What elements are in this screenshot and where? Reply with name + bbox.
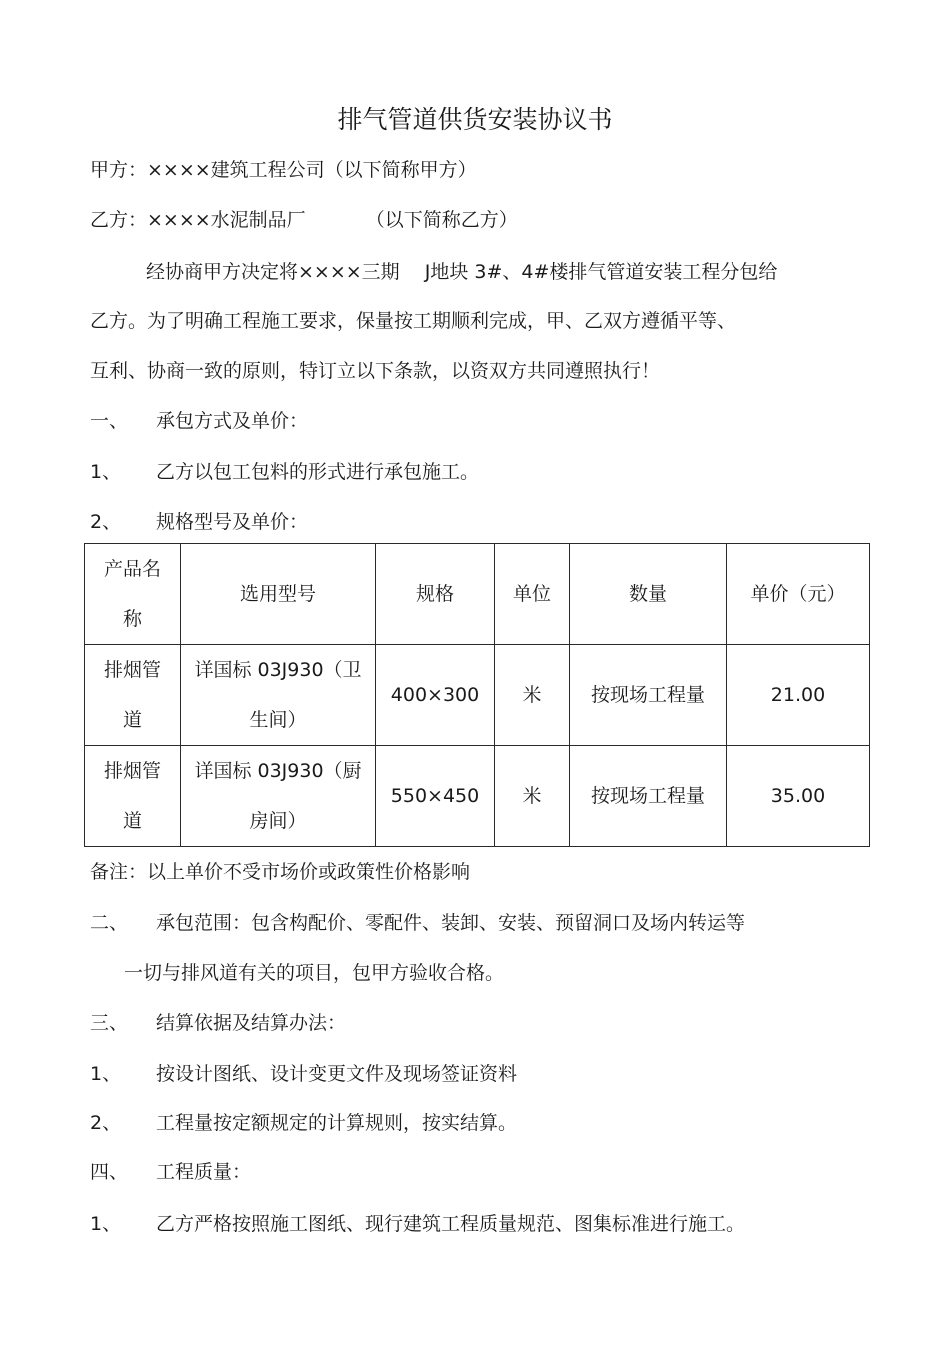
section-1-number: 一、 [90,410,129,432]
section-4-item-1 [90,1209,745,1236]
item-text: 乙方以包工包料的形式进行承包施工。 [156,461,480,483]
section-2-text: 承包范围：包含构配价、零配件、装卸、安装、预留洞口及场内转运等 [156,912,746,934]
cell-spec: 400×300 [376,645,495,746]
intro-line-2: 乙方。为了明确工程施工要求，保量按工期顺利完成，甲、乙双方遵循平等、 [90,310,737,332]
section-3-item-1 [90,1059,517,1086]
cell-model: 详国标 03J930（卫 生间） [181,645,376,746]
item-number: 2、 [90,1112,122,1134]
party-a-line: 甲方：××××建筑工程公司（以下简称甲方） [90,159,477,181]
intro-line-1: 经协商甲方决定将××××三期 J地块 3#、4#楼排气管道安装工程分包给 [146,261,778,283]
header-product-name: 产品名 称 [85,544,181,645]
section-1-title: 承包方式及单价： [156,410,309,432]
table-row [85,746,870,847]
section-2-continuation: 一切与排风道有关的项目，包甲方验收合格。 [124,962,505,984]
table-row [85,645,870,746]
section-4-heading [90,1157,251,1184]
cell-price: 21.00 [727,645,870,746]
section-3-item-2 [90,1108,517,1135]
cell-quantity: 按现场工程量 [570,645,727,746]
cell-model: 详国标 03J930（厨 房间） [181,746,376,847]
item-text: 按设计图纸、设计变更文件及现场签证资料 [156,1063,518,1085]
document-title: 排气管道供货安装协议书 [337,105,613,134]
cell-product-name: 排烟管 道 [85,746,181,847]
item-text: 工程量按定额规定的计算规则，按实结算。 [156,1112,518,1134]
item-text: 乙方严格按照施工图纸、现行建筑工程质量规范、图集标准进行施工。 [156,1213,746,1235]
section-3-number: 三、 [90,1012,129,1034]
party-b-name: 乙方：××××水泥制品厂 [90,209,306,231]
item-number: 1、 [90,461,122,483]
remark-line: 备注：以上单价不受市场价或政策性价格影响 [90,861,471,883]
section-1-item-1 [90,457,479,484]
header-price: 单价（元） [727,544,870,645]
item-number: 2、 [90,511,122,533]
header-spec: 规格 [376,544,495,645]
section-2-heading [90,908,745,935]
section-3-heading [90,1008,346,1035]
cell-unit: 米 [495,645,570,746]
header-quantity: 数量 [570,544,727,645]
section-4-title: 工程质量： [156,1161,252,1183]
item-number: 1、 [90,1063,122,1085]
section-1-item-2 [90,507,308,534]
header-model: 选用型号 [181,544,376,645]
section-3-title: 结算依据及结算办法： [156,1012,347,1034]
section-2-number: 二、 [90,912,129,934]
cell-price: 35.00 [727,746,870,847]
section-4-number: 四、 [90,1161,129,1183]
item-text: 规格型号及单价： [156,511,309,533]
section-1-heading [90,406,308,433]
cell-unit: 米 [495,746,570,847]
cell-product-name: 排烟管 道 [85,645,181,746]
party-b-note: （以下简称乙方） [365,209,518,231]
cell-quantity: 按现场工程量 [570,746,727,847]
table-header-row [85,544,870,645]
item-number: 1、 [90,1213,122,1235]
intro-line-3: 互利、协商一致的原则，特订立以下条款，以资双方共同遵照执行！ [90,360,661,382]
price-table [84,543,870,847]
party-b-line [90,205,518,232]
cell-spec: 550×450 [376,746,495,847]
header-unit: 单位 [495,544,570,645]
